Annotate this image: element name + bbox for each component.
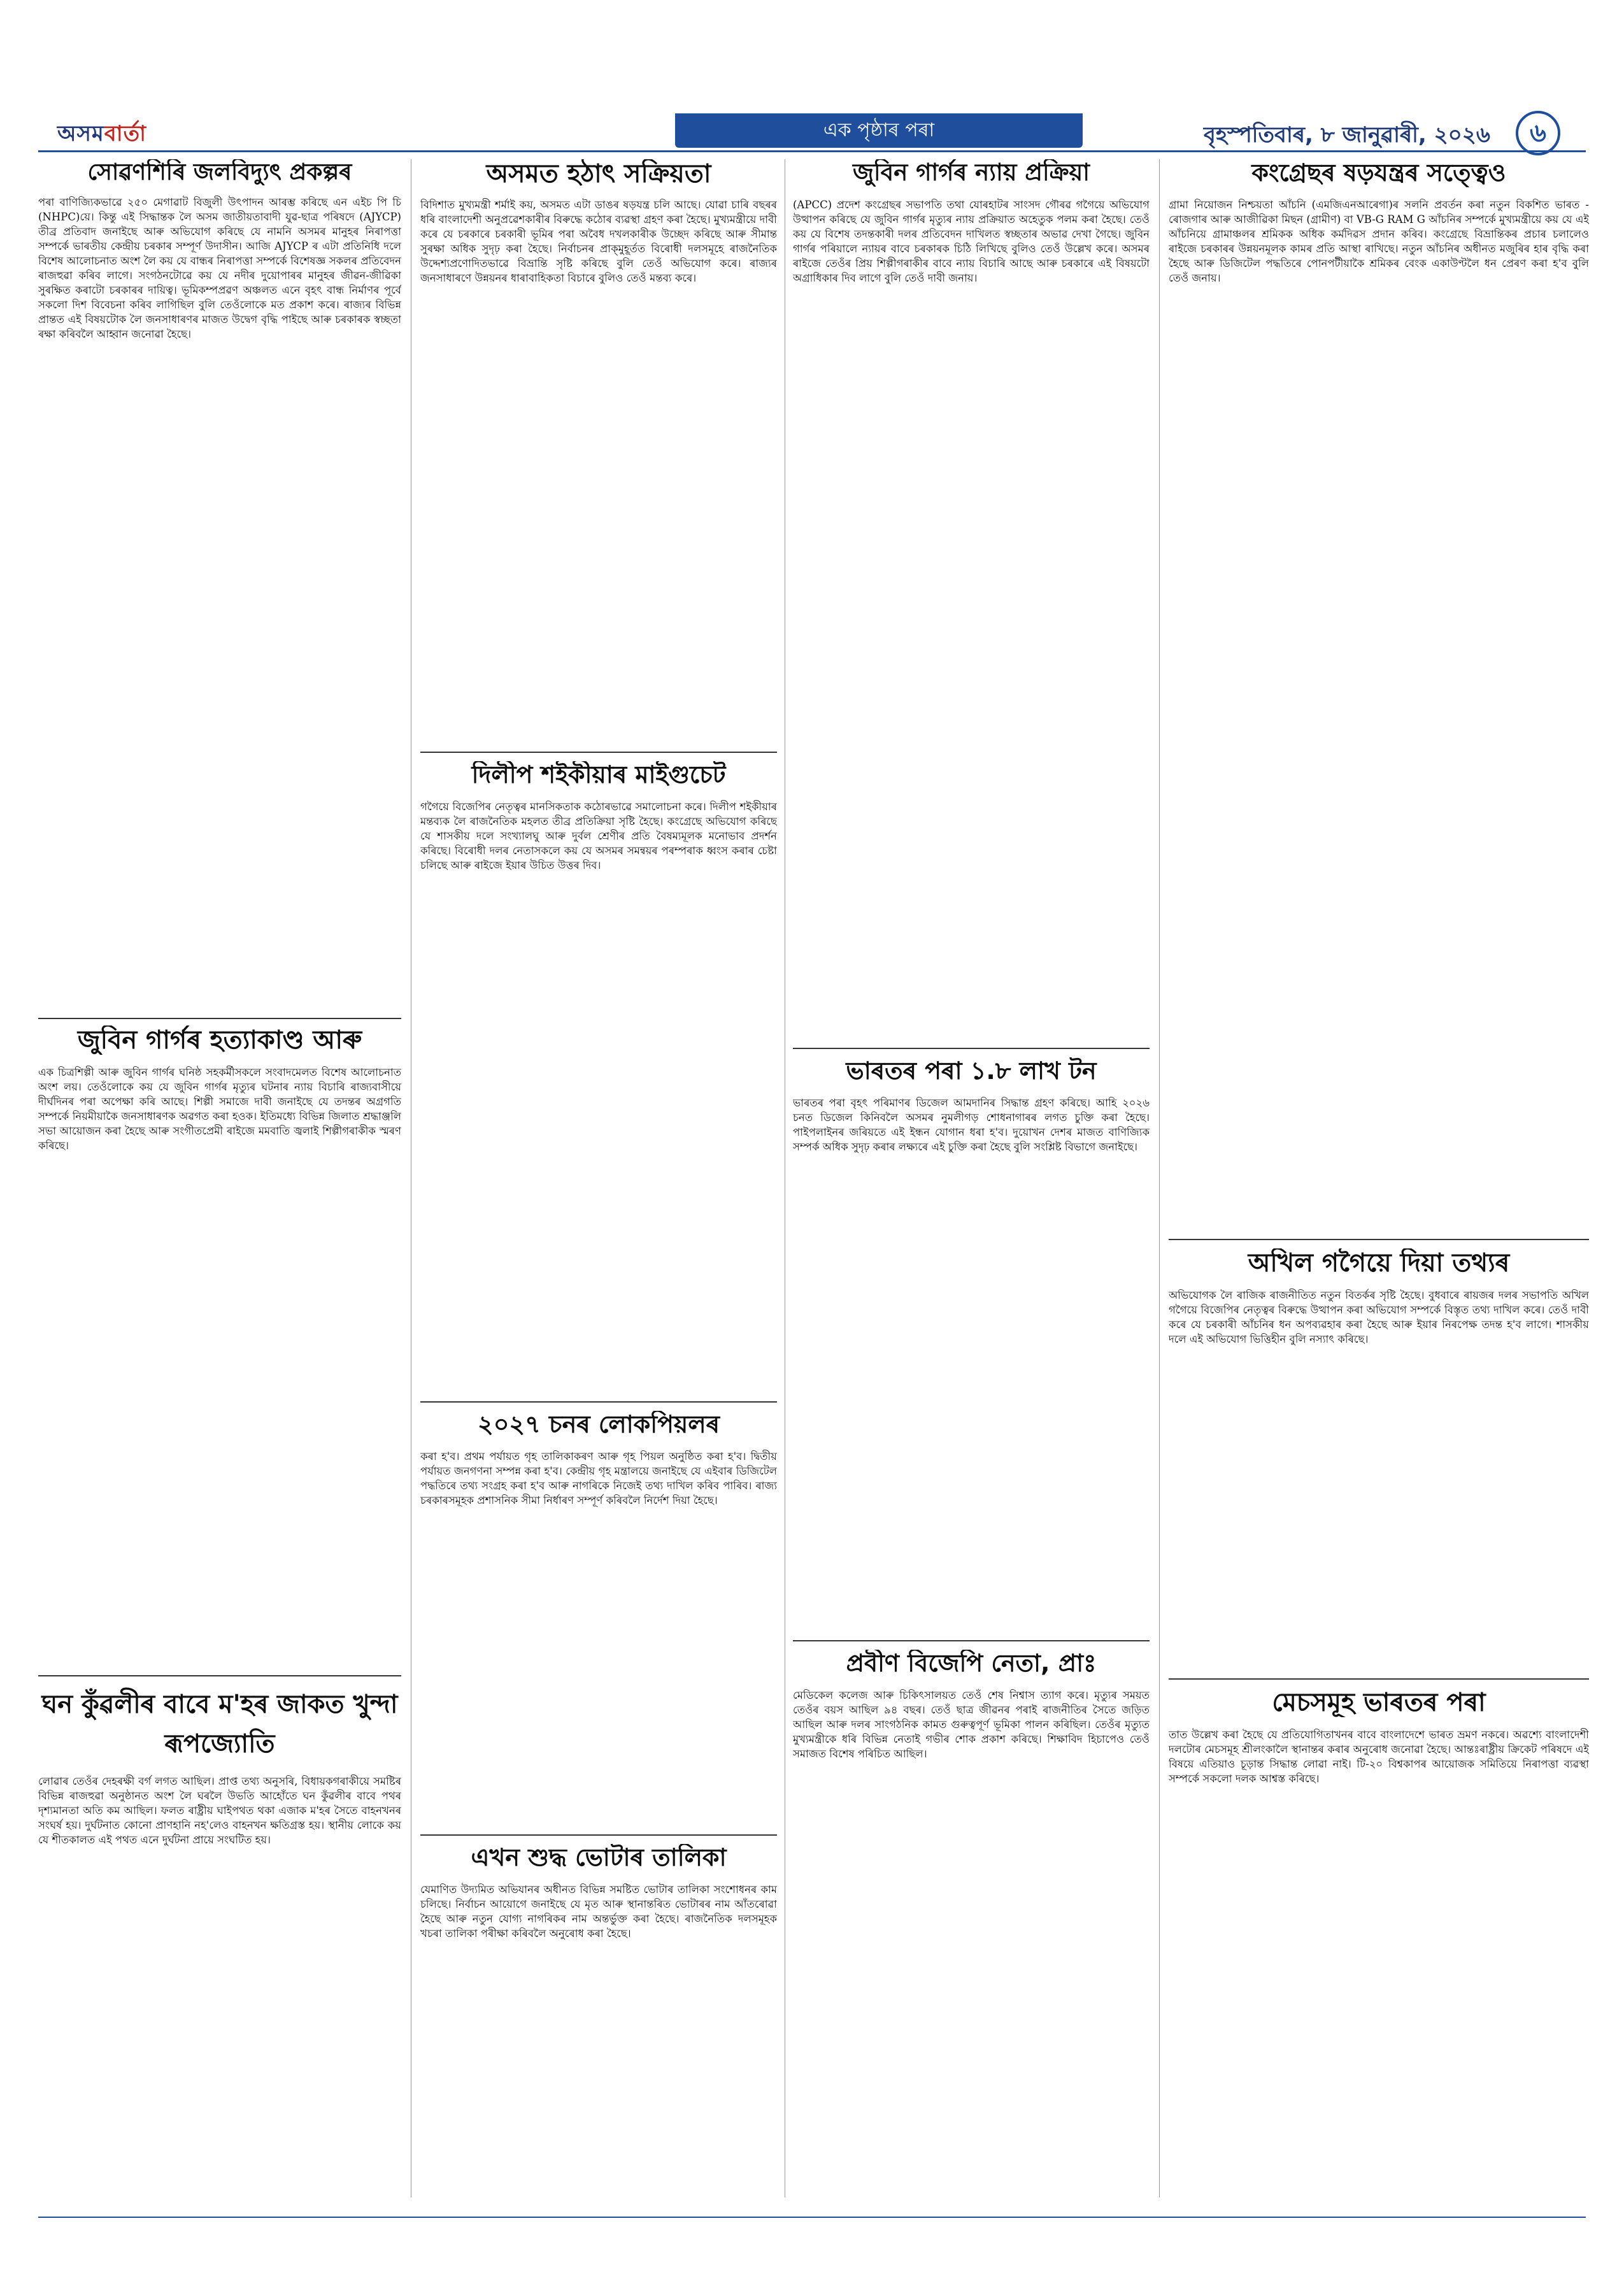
headline: অসমত হঠাৎ সক্ৰিয়তা — [486, 159, 711, 189]
column-1 — [38, 159, 401, 2197]
section-band — [675, 113, 1083, 148]
article-dilip-saikia — [420, 761, 777, 1395]
article-fog-accident — [38, 1685, 401, 2197]
column-4 — [1169, 159, 1589, 2197]
article-body: মেডিকেল কলেজ আৰু চিকিৎসালয়ত তেওঁ শেষ নিশ্বাস ত্যাগ কৰে। মৃত্যুৰ সময়ত তেওঁৰ বয়স আছিল ৯৪ বছৰ। তেওঁ ছাত্ৰ জীৱনৰ পৰাই ৰাজনীতিৰ সৈতে জড়িত আছিল আৰু দলৰ সাংগঠনিক কামত গুৰুত্বপূৰ্ণ ভূমিকা পালন কৰিছিল। তেওঁৰ মৃত্যুত মুখ্যমন্ত্ৰীকে ধৰি বিভিন্ন নেতাই গভীৰ শোক প্ৰকাশ কৰিছে। শিক্ষাবিদ হিচাপেও তেওঁ সমাজত বিশেষ পৰিচিত আছিল। — [793, 1689, 1150, 1760]
article-bjp-leader — [793, 1650, 1150, 2197]
logo — [38, 113, 204, 148]
headline: ভাৰতৰ পৰা ১.৮ লাখ টন — [846, 1057, 1097, 1085]
headline: মেচসমূহ ভাৰতৰ পৰা — [1272, 1688, 1486, 1717]
story-divider — [420, 1401, 777, 1403]
article-body: পৰা বাণিজ্যিকভাৱে ২৫০ মেগাৱাট বিজুলী উৎপাদন আৰম্ভ কৰিছে এন এইচ পি চি (NHPC)য়ে। কিন্তু এই সিদ্ধান্তক লৈ অসম জাতীয়তাবাদী যুৱ-ছাত্ৰ পৰিষদে (AJYCP) তীব্ৰ প্ৰতিবাদ জনাইছে আৰু অভিযোগ কৰিছে যে নামনি অসমৰ মানুহৰ নিৰাপত্তা সম্পৰ্কে ভাৰতীয় কেন্দ্ৰীয় চৰকাৰ সম্পূৰ্ণ উদাসীন। আজি AJYCP ৰ এটা প্ৰতিনিধি দলে বিশেষ আলোচনাত অংশ লৈ কয় যে বান্ধৰ নিৰাপত্তা সম্পৰ্কে বিশেষজ্ঞ সকলৰ প্ৰতিবেদন ৰাজহুৱা কৰিব লাগে। সংগঠনটোৱে কয় যে নদীৰ দুয়োপাৰৰ মানুহৰ জীৱন-জীৱিকা সুৰক্ষিত কৰাটো চৰকাৰৰ দায়িত্ব। ভূমিকম্পপ্ৰৱণ অঞ্চলত এনে বৃহৎ বান্ধ নিৰ্মাণৰ পূৰ্বে সকলো দিশ বিবেচনা কৰিব লাগিছিল বুলি তেওঁলোকে মত প্ৰকাশ কৰে। ৰাজ্যৰ বিভিন্ন প্ৰান্তত এই বিষয়টোক লৈ জনসাধাৰণৰ মাজত উদ্বেগ বৃদ্ধি পাইছে আৰু চৰকাৰক স্বচ্ছতা ৰক্ষা কৰিবলৈ আহ্বান জনোৱা হৈছে। — [38, 196, 401, 340]
column-3 — [793, 159, 1150, 2197]
story-divider — [1169, 1239, 1589, 1240]
column-2 — [420, 159, 777, 2197]
article-swarnashiri — [38, 159, 401, 1013]
masthead — [38, 113, 1586, 148]
section-label: এক পৃষ্ঠাৰ পৰা — [823, 119, 935, 141]
article-body: লোৱাৰ তেওঁৰ দেহৰক্ষী বৰ্গ লগত আছিল। প্ৰাপ্ত তথ্য অনুসৰি, বিধায়কগৰাকীয়ে সমষ্টিৰ বিভিন্ন ৰাজহুৱা অনুষ্ঠানত অংশ লৈ ঘৰলৈ উভতি আহোঁতে ঘন কুঁৱলীৰ বাবে পথৰ দৃশ্যমানতা অতি কম আছিল। ফলত ৰাষ্ট্ৰীয় ঘাইপথত থকা এজাক ম'হৰ সৈতে বাহনখনৰ সংঘৰ্ষ হয়। দুৰ্ঘটনাত কোনো প্ৰাণহানি নহ'লেও বাহনখন ক্ষতিগ্ৰস্ত হয়। স্থানীয় লোকে কয় যে শীতকালত এই পথত এনে দুৰ্ঘটনা প্ৰায়ে সংঘটিত হয়। — [38, 1775, 401, 1846]
headline: জুবিন গাৰ্গৰ হত্যাকাণ্ড আৰু — [77, 1025, 362, 1055]
article-census-2027 — [420, 1411, 777, 1828]
logo-part-b: বার্তা — [104, 121, 146, 146]
article-body: অভিযোগক লৈ ৰাজিক ৰাজনীতিত নতুন বিতৰ্কৰ সৃষ্টি হৈছে। বুধবাৰে ৰায়জৰ দলৰ সভাপতি অখিল গগৈয়ে বিজেপিৰ নেতৃত্বৰ বিৰুদ্ধে উত্থাপন কৰা অভিযোগ সম্পৰ্কে বিস্তৃত তথ্য দাখিল কৰে। তেওঁ দাবী কৰে যে চৰকাৰী আঁচনিৰ ধন অপব্যৱহাৰ কৰা হৈছে আৰু ইয়াৰ নিৰপেক্ষ তদন্ত হ'ব লাগে। শাসকীয় দলে এই অভিযোগ ভিত্তিহীন বুলি নস্যাৎ কৰিছে। — [1169, 1289, 1589, 1345]
article-zubeen-justice — [793, 159, 1150, 1041]
article-body: গ্ৰামা নিয়োজন নিশ্চয়তা আঁচনি (এমজিএনআৰেগা)ৰ সলনি প্ৰবৰ্তন কৰা নতুন বিকশিত ভাৰত - ৰোজগাৰ আৰু আজীৱিকা মিছন (গ্ৰামীণ) বা VB-G RAM G আঁচনিৰ সম্পৰ্কে মুখ্যমন্ত্ৰীয়ে কয় যে এই আঁচনিয়ে গ্ৰামাঞ্চলৰ শ্ৰমিকক অধিক কৰ্মদিৱস প্ৰদান কৰিব। কংগ্ৰেছে বিভ্ৰান্তিকৰ প্ৰচাৰ চলালেও ৰাইজে চৰকাৰৰ উন্নয়নমূলক কামৰ প্ৰতি আস্থা ৰাখিছে। নতুন আঁচনিৰ অধীনত মজুৰিৰ হাৰ বৃদ্ধি কৰা হৈছে আৰু ডিজিটেল পদ্ধতিৰে পোনপটীয়াকৈ শ্ৰমিকৰ বেংক একাউণ্টলৈ ধন প্ৰেৰণ কৰা হ'ব বুলি তেওঁ জনায়। — [1169, 199, 1589, 284]
headline: জুবিন গাৰ্গৰ ন্যায় প্ৰক্ৰিয়া — [852, 159, 1090, 186]
article-body: কৰা হ'ব। প্ৰথম পৰ্যায়ত গৃহ তালিকাকৰণ আৰু গৃহ পিয়ল অনুষ্ঠিত কৰা হ'ব। দ্বিতীয় পৰ্যায়ত জনগণনা সম্পন্ন কৰা হ'ব। কেন্দ্ৰীয় গৃহ মন্ত্ৰালয়ে জনাইছে যে এইবাৰ ডিজিটেল পদ্ধতিৰে তথ্য সংগ্ৰহ কৰা হ'ব আৰু নাগৰিকে নিজেই তথ্য দাখিল কৰিব পাৰিব। ৰাজ্য চৰকাৰসমূহক প্ৰশাসনিক সীমা নিৰ্ধাৰণ সম্পূৰ্ণ কৰিবলৈ নিৰ্দেশ দিয়া হৈছে। — [420, 1450, 777, 1506]
article-zubeen-case — [38, 1025, 401, 1669]
story-divider — [38, 1018, 401, 1019]
footer-rule — [38, 2217, 1586, 2218]
story-divider — [793, 1048, 1150, 1049]
headline: সোৱণশিৰি জলবিদ্যুৎ প্ৰকল্পৰ — [87, 159, 352, 185]
article-body: তাত উল্লেখ কৰা হৈছে যে প্ৰতিযোগিতাখনৰ বাবে বাংলাদেশে ভাৰত ভ্ৰমণ নকৰে। অৱশ্যে বাংলাদেশী দলটোৰ মেচসমূহ শ্ৰীলংকালৈ স্থানান্তৰ কৰাৰ অনুৰোধ জনোৱা হৈছে। আন্তঃৰাষ্ট্ৰীয় ক্ৰিকেট পৰিষদে এই বিষয়ে এতিয়াও চূড়ান্ত সিদ্ধান্ত লোৱা নাই। টি-২০ বিশ্বকাপৰ আয়োজক সমিতিয়ে নিৰাপত্তা ব্যৱস্থা সম্পৰ্কে সকলো দলক আশ্বস্ত কৰিছে। — [1169, 1729, 1589, 1785]
page-number: ৬ — [1516, 111, 1560, 155]
article-akhil-gogoi — [1169, 1248, 1589, 1672]
article-diesel-import — [793, 1057, 1150, 1634]
headline: প্ৰবীণ বিজেপি নেতা, প্ৰাঃ — [846, 1650, 1097, 1677]
article-body: ভাৰতৰ পৰা বৃহৎ পৰিমাণৰ ডিজেল আমদানিৰ সিদ্ধান্ত গ্ৰহণ কৰিছে। আহি ২০২৬ চনত ডিজেল কিনিবলৈ অসমৰ নুমলীগড় শোধনাগাৰৰ লগত চুক্তি কৰা হৈছে। পাইপলাইনৰ জৰিয়তে এই ইন্ধন যোগান ধৰা হ'ব। দুয়োখন দেশৰ মাজত বাণিজ্যিক সম্পৰ্ক অধিক সুদৃঢ় কৰাৰ লক্ষ্যৰে এই চুক্তি কৰা হৈছে বুলি সংশ্লিষ্ট বিভাগে জনাইছে। — [793, 1097, 1150, 1153]
headline: কংগ্ৰেছৰ ষড়যন্ত্ৰৰ সত্ত্বেও — [1251, 159, 1506, 187]
article-body: এক চিত্ৰশিল্পী আৰু জুবিন গাৰ্গৰ ঘনিষ্ঠ সহকৰ্মীসকলে সংবাদমেলত বিশেষ আলোচনাত অংশ লয়। তেওঁলোকে কয় যে জুবিন গাৰ্গৰ মৃত্যুৰ ঘটনাৰ ন্যায় বিচাৰি ৰাজ্যবাসীয়ে দীৰ্ঘদিনৰ পৰা অপেক্ষা কৰি আছে। শিল্পী সমাজে দাবী জনাইছে যে তদন্তৰ অগ্ৰগতি সম্পৰ্কে নিয়মীয়াকৈ জনসাধাৰণক অৱগত কৰা হওক। ইতিমধ্যে বিভিন্ন জিলাত শ্ৰদ্ধাঞ্জলি সভা আয়োজন কৰা হৈছে আৰু সংগীতপ্ৰেমী ৰাইজে মমবাতি জ্বলাই শিল্পীগৰাকীক স্মৰণ কৰিছে। — [38, 1066, 401, 1152]
story-divider — [420, 1834, 777, 1836]
headline: ঘন কুঁৱলীৰ বাবে ম'হৰ জাকত খুন্দা ৰূপজ্যোতি — [41, 1690, 398, 1759]
article-body: বিদিশাত মুখ্যমন্ত্ৰী শৰ্মাই কয়, অসমত এটা ডাঙৰ ষড়যন্ত্ৰ চলি আছে। যোৱা চাৰি বছৰৰ ধৰি বাংলাদেশী অনুপ্ৰৱেশকাৰীৰ বিৰুদ্ধে কঠোৰ ব্যৱস্থা গ্ৰহণ কৰা হৈছে। মুখ্যমন্ত্ৰীয়ে দাবী কৰে যে চৰকাৰে চৰকাৰী ভূমিৰ পৰা অবৈধ দখলকাৰীক উচ্ছেদ কৰিছে আৰু সীমান্ত সুৰক্ষা অধিক সুদৃঢ় কৰা হৈছে। নিৰ্বাচনৰ প্ৰাক্‌মুহূৰ্তত বিৰোধী দলসমূহে ৰাজনৈতিক উদ্দেশ্যপ্ৰণোদিতভাৱে বিভ্ৰান্তি সৃষ্টি কৰিছে বুলি তেওঁ অভিযোগ কৰে। ৰাজ্যৰ জনসাধাৰণে উন্নয়নৰ ধাৰাবাহিকতা বিচাৰে বুলিও তেওঁ মন্তব্য কৰে। — [420, 199, 777, 284]
article-assam-activity — [420, 159, 777, 745]
logo-part-a: অসম — [57, 121, 104, 146]
story-divider — [793, 1640, 1150, 1641]
headline: এখন শুদ্ধ ভোটাৰ তালিকা — [471, 1844, 727, 1871]
article-body: যেমাণিত উদ্যমিত অভিযানৰ অধীনত বিভিন্ন সমষ্টিত ভোটাৰ তালিকা সংশোধনৰ কাম চলিছে। নিৰ্বাচন আয়োগে জনাইছে যে মৃত আৰু স্থানান্তৰিত ভোটাৰৰ নাম আঁতৰোৱা হৈছে আৰু নতুন যোগ্য নাগৰিকৰ নাম অন্তৰ্ভুক্ত কৰা হৈছে। ৰাজনৈতিক দলসমূহক খচৰা তালিকা পৰীক্ষা কৰিবলৈ অনুৰোধ কৰা হৈছে। — [420, 1883, 777, 1939]
article-body: গগৈয়ে বিজেপিৰ নেতৃত্বৰ মানসিকতাক কঠোৰভাৱে সমালোচনা কৰে। দিলীপ শইকীয়াৰ মন্তব্যক লৈ ৰাজনৈতিক মহলত তীব্ৰ প্ৰতিক্ৰিয়া সৃষ্টি হৈছে। কংগ্ৰেছে অভিযোগ কৰিছে যে শাসকীয় দলে সংখ্যালঘু আৰু দুৰ্বল শ্ৰেণীৰ প্ৰতি বৈষম্যমূলক মনোভাব প্ৰদৰ্শন কৰিছে। বিৰোধী দলৰ নেতাসকলে কয় যে অসমৰ সমন্বয়ৰ পৰম্পৰাক ধ্বংস কৰাৰ চেষ্টা চলিছে আৰু ৰাইজে ইয়াৰ উচিত উত্তৰ দিব। — [420, 801, 777, 871]
story-divider — [420, 752, 777, 753]
story-divider — [38, 1675, 401, 1676]
article-voter-list — [420, 1844, 777, 2197]
story-divider — [1169, 1678, 1589, 1680]
article-congress-conspiracy — [1169, 159, 1589, 1232]
headline: ২০২৭ চনৰ লোকপিয়লৰ — [478, 1411, 720, 1438]
masthead-rule — [38, 150, 1586, 152]
headline: অখিল গগৈয়ে দিয়া তথ্যৰ — [1248, 1248, 1510, 1278]
issue-date: বৃহস্পতিবাৰ, ৮ জানুৱাৰী, ২০২৬ — [1204, 122, 1490, 148]
column-divider — [1159, 159, 1160, 2197]
article-body: (APCC) প্ৰদেশ কংগ্ৰেছৰ সভাপতি তথা যোৰহাটৰ সাংসদ গৌৰৱ গগৈয়ে অভিযোগ উত্থাপন কৰিছে যে জুবিন গাৰ্গৰ মৃত্যুৰ ন্যায় প্ৰক্ৰিয়াত অহেতুক পলম কৰা হৈছে। তেওঁ কয় যে বিশেষ তদন্তকাৰী দলৰ প্ৰতিবেদন দাখিলত স্বচ্ছতাৰ অভাৱ দেখা গৈছে। জুবিন গাৰ্গৰ পৰিয়ালে ন্যায়ৰ বাবে চৰকাৰক চিঠি লিখিছে বুলিও তেওঁ উল্লেখ কৰে। অসমৰ ৰাইজে তেওঁৰ প্ৰিয় শিল্পীগৰাকীৰ বাবে ন্যায় বিচাৰি আছে আৰু চৰকাৰে এই বিষয়টো অগ্ৰাধিকাৰ দিব লাগে বুলি তেওঁ দাবী জনায়। — [793, 199, 1150, 284]
headline: দিলীপ শইকীয়াৰ মাইগুচেট — [471, 761, 726, 789]
article-matches-india — [1169, 1688, 1589, 2197]
